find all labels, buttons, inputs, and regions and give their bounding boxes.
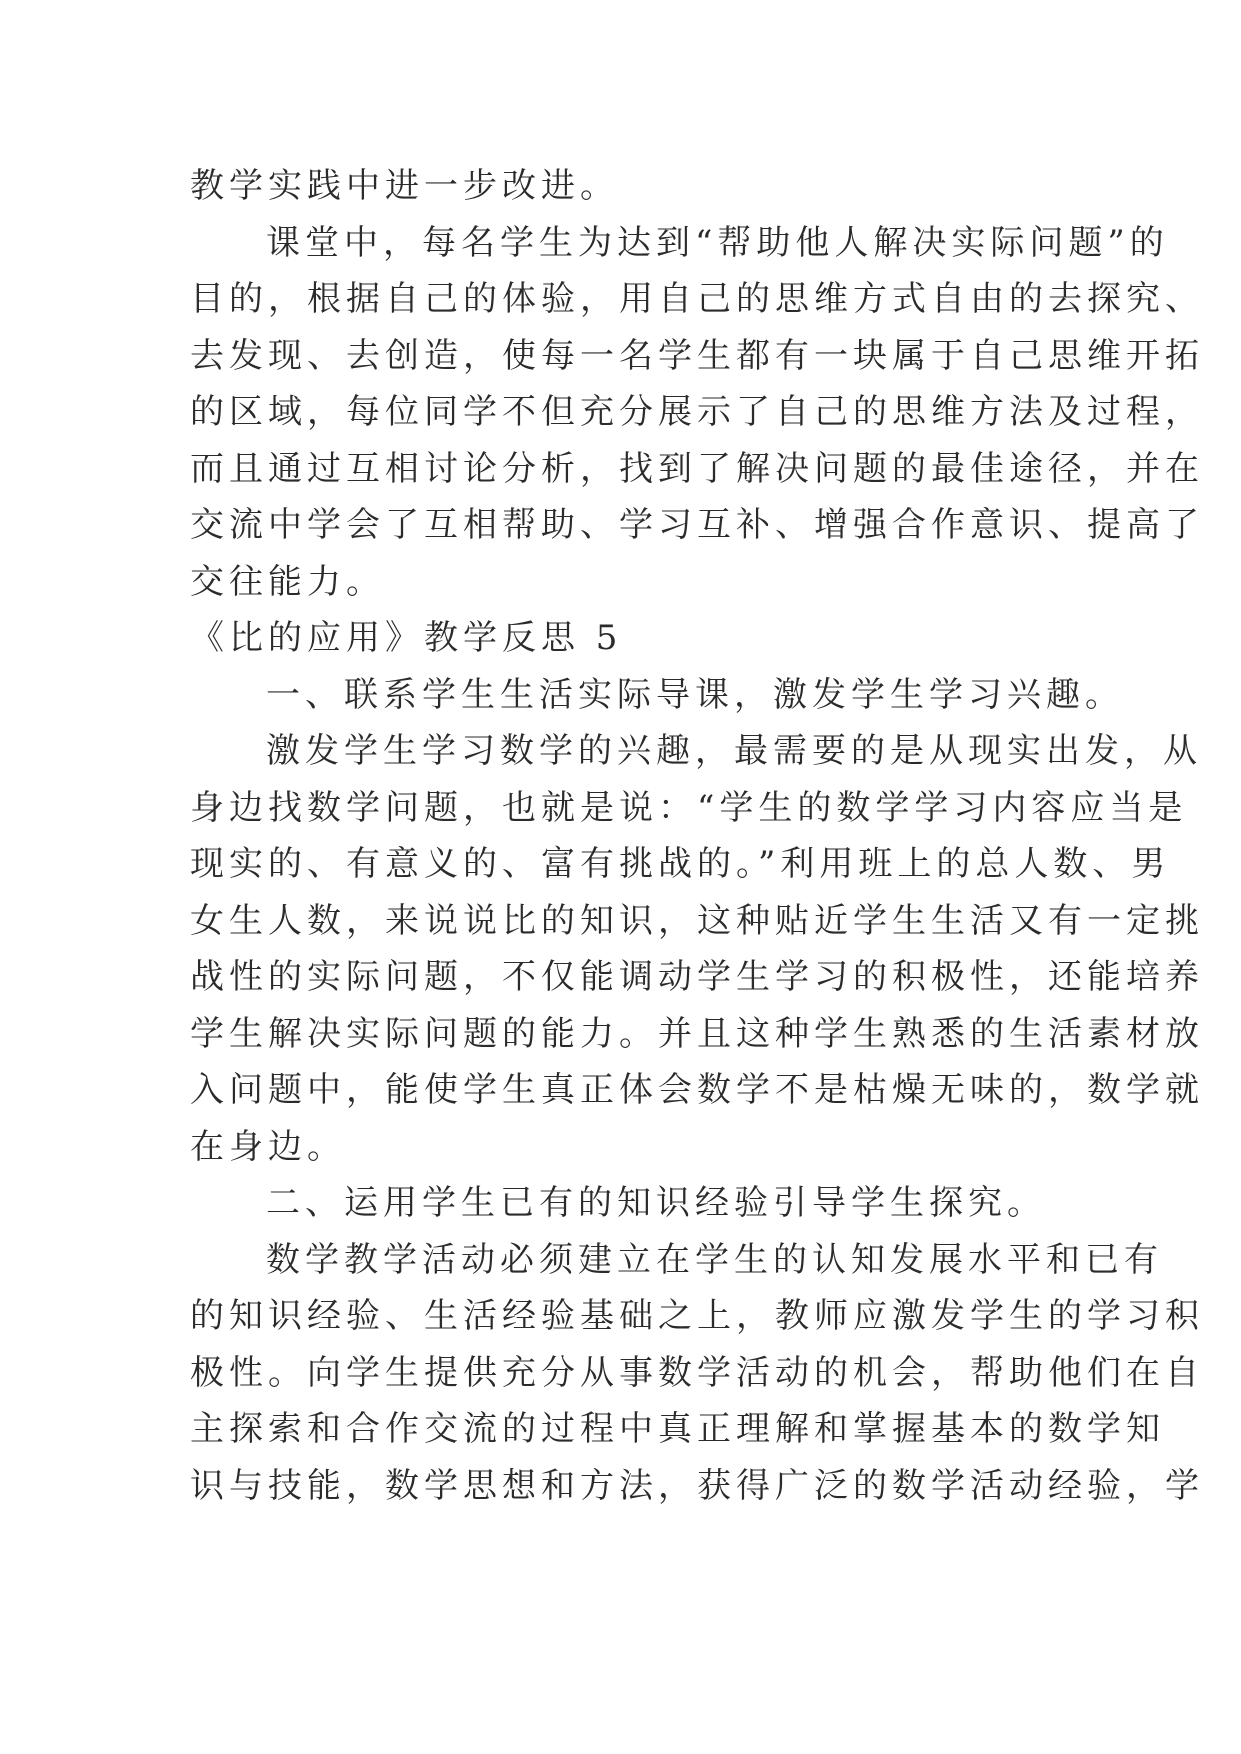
subheading-2: 二、运用学生已有的知识经验引导学生探究。 — [266, 1183, 1046, 1223]
text-line-15: 战性的实际问题，不仅能调动学生学习的积极性，还能培养 — [190, 957, 1204, 997]
section-heading: 《比的应用》教学反思 5 — [190, 618, 623, 658]
text-line-21: 的知识经验、生活经验基础之上，教师应激发学生的学习积 — [190, 1296, 1204, 1336]
text-line-17: 入问题中，能使学生真正体会数学不是枯燥无味的，数学就 — [190, 1070, 1204, 1110]
text-line-12: 身边找数学问题，也就是说：“学生的数学学习内容应当是 — [190, 787, 1188, 828]
document-body — [190, 158, 1204, 1514]
text-line-22: 极性。向学生提供充分从事数学活动的机会，帮助他们在自 — [190, 1352, 1204, 1393]
text-line-3: 目的，根据自己的体验，用自己的思维方式自由的去探究、 — [190, 279, 1204, 319]
text-line-14: 女生人数，来说说比的知识，这种贴近学生生活又有一定挑 — [190, 900, 1204, 941]
text-line-2: 课堂中，每名学生为达到“帮助他人解决实际问题”的 — [266, 222, 1169, 263]
text-line-24: 识与技能，数学思想和方法，获得广泛的数学活动经验，学 — [190, 1465, 1204, 1506]
text-line-23: 主探索和合作交流的过程中真正理解和掌握基本的数学知 — [190, 1409, 1165, 1449]
text-line-18: 在身边。 — [190, 1126, 346, 1167]
text-line-20: 数学教学活动必须建立在学生的认知发展水平和已有 — [266, 1239, 1163, 1280]
text-line-11: 激发学生学习数学的兴趣，最需要的是从现实出发，从 — [266, 731, 1202, 771]
text-line-4: 去发现、去创造，使每一名学生都有一块属于自己思维开拓 — [190, 335, 1204, 376]
text-line-8: 交往能力。 — [190, 561, 385, 602]
text-line-1: 教学实践中进一步改进。 — [190, 166, 619, 206]
text-line-5: 的区域，每位同学不但充分展示了自己的思维方法及过程， — [190, 392, 1204, 432]
text-line-7: 交流中学会了互相帮助、学习互补、增强合作意识、提高了 — [190, 505, 1204, 545]
subheading-1: 一、联系学生生活实际导课，激发学生学习兴趣。 — [266, 674, 1124, 715]
text-line-6: 而且通过互相讨论分析，找到了解决问题的最佳途径，并在 — [190, 448, 1204, 489]
text-line-13: 现实的、有意义的、富有挑战的。”利用班上的总人数、男 — [190, 844, 1171, 884]
text-line-16: 学生解决实际问题的能力。并且这种学生熟悉的生活素材放 — [190, 1013, 1204, 1054]
